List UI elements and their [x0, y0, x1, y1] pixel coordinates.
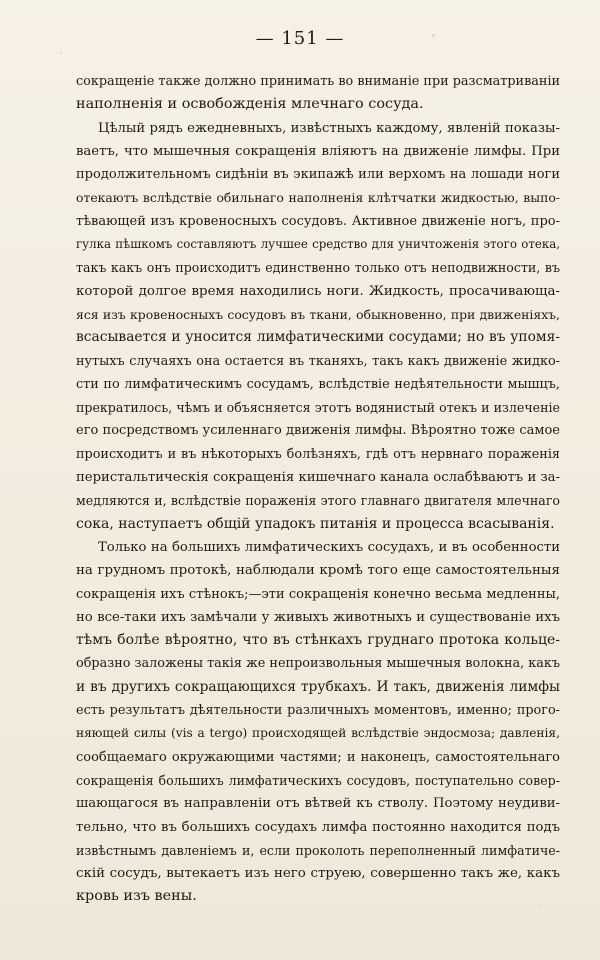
- text-line: гулка пѣшкомъ составляютъ лучшее средство для уничтоженія этого отека,: [76, 237, 560, 252]
- text-line: всасывается и уносится лимфатическими сосудами; но въ упомя-: [76, 329, 560, 346]
- text-line: яся изъ кровеносныхъ сосудовъ въ ткани, обыкновенно, при движеніяхъ,: [76, 306, 560, 322]
- paper-spot: [60, 52, 62, 54]
- text-line: тѣмъ болѣе вѣроятно, что въ стѣнкахъ груднаго протока кольце-: [76, 632, 560, 649]
- text-line: сокращенія большихъ лимфатическихъ сосудовъ, поступательно совер-: [76, 772, 560, 788]
- text-line: медляются и, вслѣдствіе пораженія этого главнаго двигателя млечнаго: [76, 493, 560, 509]
- text-line: сока, наступаетъ общій упадокъ питанія и процесса всасыванія.: [76, 515, 555, 532]
- text-line: нутыхъ случаяхъ она остается въ тканяхъ, такъ какъ движеніе жидко-: [76, 353, 560, 369]
- paragraph-2: [76, 117, 560, 536]
- text-line: наполненія и освобожденія млечнаго сосуда.: [76, 96, 424, 113]
- text-line: отекаютъ вслѣдствіе обильнаго наполненія клѣтчатки жидкостью, выпо-: [76, 190, 560, 206]
- text-line: на грудномъ протокѣ, наблюдали кромѣ того еще самостоятельныя: [76, 563, 560, 579]
- text-line: тѣвающей изъ кровеносныхъ сосудовъ. Активное движеніе ногъ, про-: [76, 213, 560, 229]
- text-line: образно заложены такія же непроизвольныя мышечныя волокна, какъ: [76, 656, 561, 672]
- paper-spot: [540, 905, 542, 907]
- text-line: происходитъ и въ нѣкоторыхъ болѣзняхъ, гдѣ отъ нервнаго пораженія: [76, 446, 560, 462]
- text-line: есть результатъ дѣятельности различныхъ моментовъ, именно; прого-: [76, 703, 560, 719]
- text-line: Цѣлый рядъ ежедневныхъ, извѣстныхъ каждому, явленій показы-: [98, 120, 560, 136]
- text-line: сокращеніе также должно принимать во вниманіе при разсматриваніи: [76, 74, 561, 89]
- paper-spot: [432, 34, 435, 37]
- paragraph-1: [76, 70, 560, 117]
- text-line: которой долгое время находились ноги. Жидкость, просачивающа-: [76, 283, 560, 299]
- text-line: и въ другихъ сокращающихся трубкахъ. И такъ, движенія лимфы: [76, 678, 560, 695]
- text-line: перистальтическія сокращенія кишечнаго канала ослабѣваютъ и за-: [76, 470, 560, 486]
- text-line: скій сосудъ, вытекаетъ изъ него струею, совершенно такъ же, какъ: [76, 866, 560, 882]
- paragraph-3: [76, 536, 560, 909]
- page-number: — 151 —: [255, 28, 345, 49]
- text-line: продолжительномъ сидѣніи въ экипажѣ или верхомъ на лошади ноги: [76, 167, 560, 183]
- text-line: но все-таки ихъ замѣчали у живыхъ животныхъ и существованіе ихъ: [76, 609, 560, 625]
- text-line: прекратилось, чѣмъ и объясняется этотъ водянистый отекъ и излеченіе: [76, 400, 560, 416]
- text-line: извѣстнымъ давленіемъ и, если проколоть переполненный лимфатиче-: [76, 842, 560, 858]
- text-line: тельно, что въ большихъ сосудахъ лимфа постоянно находится подъ: [76, 819, 560, 835]
- text-line: сокращенія ихъ стѣнокъ;—эти сокращенія конечно весьма медленны,: [76, 586, 560, 602]
- body-text: [76, 70, 560, 909]
- text-line: кровь изъ вены.: [76, 888, 197, 905]
- text-line: сообщаемаго окружающими частями; и наконецъ, самостоятельнаго: [76, 749, 560, 765]
- text-line: шающагося въ направленіи отъ вѣтвей къ стволу. Поэтому неудиви-: [76, 796, 560, 812]
- text-line: няющей силы (vis a tergo) происходящей вслѣдствіе эндосмоза; давленія,: [76, 726, 560, 741]
- text-line: Только на большихъ лимфатическихъ сосудахъ, и въ особенности: [98, 539, 560, 555]
- text-line: его посредствомъ усиленнаго движенія лимфы. Вѣроятно тоже самое: [76, 423, 560, 439]
- text-line: ваетъ, что мышечныя сокращенія вліяютъ на движеніе лимфы. При: [76, 143, 560, 159]
- text-line: сти по лимфатическимъ сосудамъ, вслѣдствіе недѣятельности мышцъ,: [76, 376, 560, 392]
- text-line: такъ какъ онъ происходитъ единственно только отъ неподвижности, въ: [76, 260, 560, 276]
